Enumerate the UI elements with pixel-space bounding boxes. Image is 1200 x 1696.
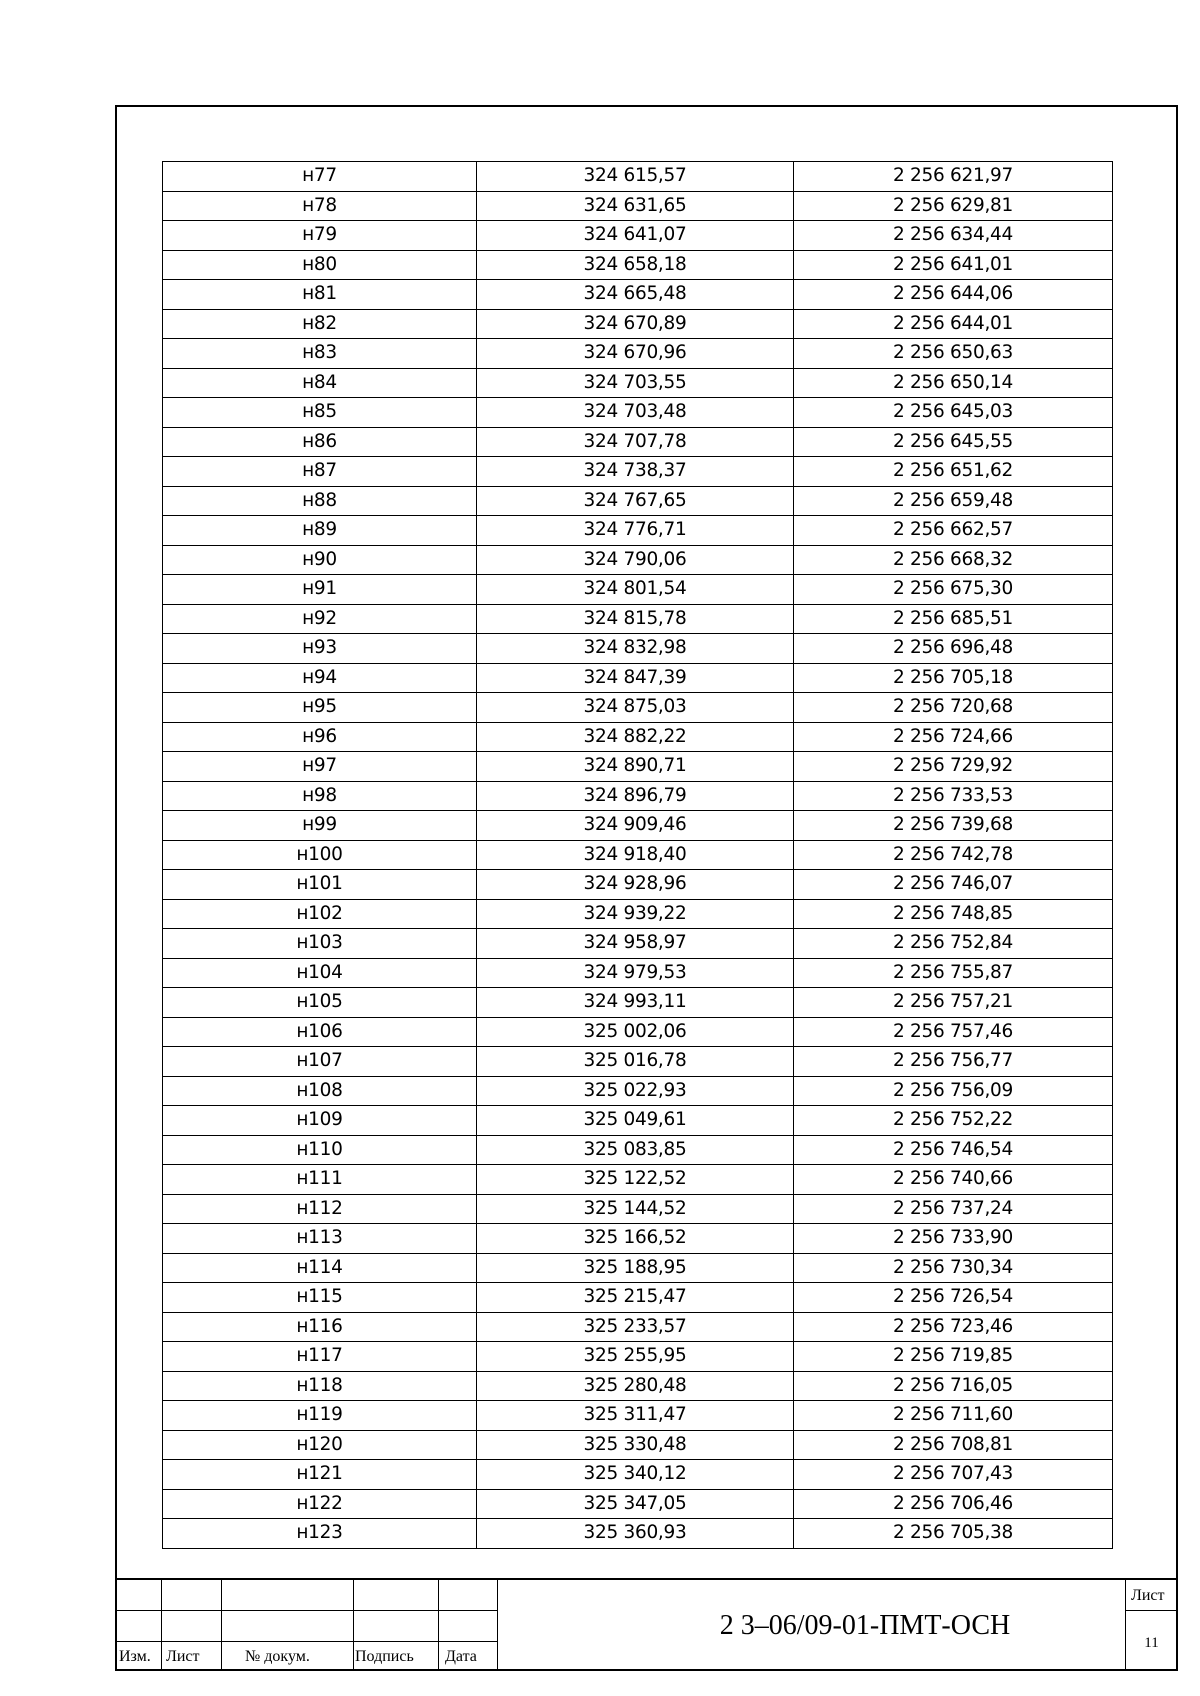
y-coordinate-cell: 2 256 752,22: [794, 1106, 1113, 1136]
point-name-cell: н87: [163, 457, 477, 487]
point-name-cell: н108: [163, 1076, 477, 1106]
title-block-rule: [115, 1641, 497, 1642]
x-coordinate-cell: 324 909,46: [477, 811, 794, 841]
point-name-cell: н93: [163, 634, 477, 664]
point-name-cell: н107: [163, 1047, 477, 1077]
title-block-divider: [1125, 1580, 1126, 1671]
point-name-cell: н95: [163, 693, 477, 723]
table-row: [163, 752, 1113, 782]
x-coordinate-cell: 325 166,52: [477, 1224, 794, 1254]
x-coordinate-cell: 324 875,03: [477, 693, 794, 723]
y-coordinate-cell: 2 256 675,30: [794, 575, 1113, 605]
point-name-cell: н78: [163, 191, 477, 221]
point-name-cell: н91: [163, 575, 477, 605]
document-designation: 2 3–06/09-01-ПМТ-ОСН: [719, 1610, 1011, 1641]
point-name-cell: н80: [163, 250, 477, 280]
x-coordinate-cell: 324 641,07: [477, 221, 794, 251]
y-coordinate-cell: 2 256 746,07: [794, 870, 1113, 900]
point-name-cell: н84: [163, 368, 477, 398]
x-coordinate-cell: 325 347,05: [477, 1489, 794, 1519]
point-name-cell: н81: [163, 280, 477, 310]
x-coordinate-cell: 324 707,78: [477, 427, 794, 457]
x-coordinate-cell: 324 928,96: [477, 870, 794, 900]
table-row: [163, 162, 1113, 192]
point-name-cell: н122: [163, 1489, 477, 1519]
x-coordinate-cell: 324 767,65: [477, 486, 794, 516]
point-name-cell: н83: [163, 339, 477, 369]
point-name-cell: н90: [163, 545, 477, 575]
table-row: [163, 1371, 1113, 1401]
point-name-cell: н115: [163, 1283, 477, 1313]
x-coordinate-cell: 324 615,57: [477, 162, 794, 192]
table-row: [163, 1401, 1113, 1431]
table-row: [163, 663, 1113, 693]
table-row: [163, 1135, 1113, 1165]
table-row: [163, 604, 1113, 634]
x-coordinate-cell: 325 330,48: [477, 1430, 794, 1460]
title-block-divider: [353, 1580, 354, 1671]
x-coordinate-cell: 324 896,79: [477, 781, 794, 811]
point-name-cell: н106: [163, 1017, 477, 1047]
title-block-divider: [221, 1580, 222, 1671]
point-name-cell: н123: [163, 1519, 477, 1549]
point-name-cell: н103: [163, 929, 477, 959]
x-coordinate-cell: 325 280,48: [477, 1371, 794, 1401]
x-coordinate-cell: 324 890,71: [477, 752, 794, 782]
table-row: [163, 221, 1113, 251]
point-name-cell: н120: [163, 1430, 477, 1460]
title-block-rule: [115, 1610, 497, 1611]
stamp-label-izm: Изм.: [119, 1648, 151, 1665]
x-coordinate-cell: 325 016,78: [477, 1047, 794, 1077]
table-row: [163, 1224, 1113, 1254]
y-coordinate-cell: 2 256 757,46: [794, 1017, 1113, 1047]
x-coordinate-cell: 325 144,52: [477, 1194, 794, 1224]
y-coordinate-cell: 2 256 659,48: [794, 486, 1113, 516]
point-name-cell: н121: [163, 1460, 477, 1490]
y-coordinate-cell: 2 256 662,57: [794, 516, 1113, 546]
y-coordinate-cell: 2 256 668,32: [794, 545, 1113, 575]
y-coordinate-cell: 2 256 685,51: [794, 604, 1113, 634]
title-block-rule: [1125, 1610, 1178, 1611]
y-coordinate-cell: 2 256 746,54: [794, 1135, 1113, 1165]
point-name-cell: н109: [163, 1106, 477, 1136]
x-coordinate-cell: 325 311,47: [477, 1401, 794, 1431]
stamp-label-doc-number: № докум.: [245, 1648, 310, 1665]
sheet-number: 11: [1144, 1635, 1159, 1651]
y-coordinate-cell: 2 256 634,44: [794, 221, 1113, 251]
y-coordinate-cell: 2 256 726,54: [794, 1283, 1113, 1313]
point-name-cell: н112: [163, 1194, 477, 1224]
table-row: [163, 811, 1113, 841]
x-coordinate-cell: 325 255,95: [477, 1342, 794, 1372]
point-name-cell: н94: [163, 663, 477, 693]
x-coordinate-cell: 324 703,55: [477, 368, 794, 398]
x-coordinate-cell: 324 790,06: [477, 545, 794, 575]
point-name-cell: н92: [163, 604, 477, 634]
table-row: [163, 1489, 1113, 1519]
y-coordinate-cell: 2 256 724,66: [794, 722, 1113, 752]
table-row: [163, 1194, 1113, 1224]
coordinates-table-body: [163, 162, 1113, 1549]
point-name-cell: н113: [163, 1224, 477, 1254]
point-name-cell: н104: [163, 958, 477, 988]
y-coordinate-cell: 2 256 737,24: [794, 1194, 1113, 1224]
point-name-cell: н101: [163, 870, 477, 900]
x-coordinate-cell: 325 340,12: [477, 1460, 794, 1490]
point-name-cell: н82: [163, 309, 477, 339]
stamp-label-signature: Подпись: [355, 1648, 414, 1665]
x-coordinate-cell: 324 670,96: [477, 339, 794, 369]
x-coordinate-cell: 324 670,89: [477, 309, 794, 339]
y-coordinate-cell: 2 256 756,09: [794, 1076, 1113, 1106]
x-coordinate-cell: 324 815,78: [477, 604, 794, 634]
title-block-divider: [161, 1580, 162, 1671]
y-coordinate-cell: 2 256 645,55: [794, 427, 1113, 457]
point-name-cell: н119: [163, 1401, 477, 1431]
point-name-cell: н99: [163, 811, 477, 841]
title-block-divider: [497, 1580, 498, 1671]
table-row: [163, 1017, 1113, 1047]
table-row: [163, 899, 1113, 929]
y-coordinate-cell: 2 256 742,78: [794, 840, 1113, 870]
table-row: [163, 339, 1113, 369]
y-coordinate-cell: 2 256 716,05: [794, 1371, 1113, 1401]
x-coordinate-cell: 324 882,22: [477, 722, 794, 752]
y-coordinate-cell: 2 256 723,46: [794, 1312, 1113, 1342]
point-name-cell: н118: [163, 1371, 477, 1401]
y-coordinate-cell: 2 256 720,68: [794, 693, 1113, 723]
table-row: [163, 1430, 1113, 1460]
table-row: [163, 1106, 1113, 1136]
table-row: [163, 781, 1113, 811]
x-coordinate-cell: 324 993,11: [477, 988, 794, 1018]
point-name-cell: н111: [163, 1165, 477, 1195]
table-row: [163, 1253, 1113, 1283]
stamp-label-sheet: Лист: [1131, 1587, 1165, 1604]
table-row: [163, 958, 1113, 988]
x-coordinate-cell: 325 083,85: [477, 1135, 794, 1165]
y-coordinate-cell: 2 256 650,14: [794, 368, 1113, 398]
table-row: [163, 457, 1113, 487]
x-coordinate-cell: 324 776,71: [477, 516, 794, 546]
y-coordinate-cell: 2 256 740,66: [794, 1165, 1113, 1195]
x-coordinate-cell: 324 979,53: [477, 958, 794, 988]
y-coordinate-cell: 2 256 755,87: [794, 958, 1113, 988]
table-row: [163, 722, 1113, 752]
x-coordinate-cell: 324 658,18: [477, 250, 794, 280]
point-name-cell: н96: [163, 722, 477, 752]
table-row: [163, 280, 1113, 310]
x-coordinate-cell: 324 958,97: [477, 929, 794, 959]
y-coordinate-cell: 2 256 733,53: [794, 781, 1113, 811]
x-coordinate-cell: 324 703,48: [477, 398, 794, 428]
y-coordinate-cell: 2 256 748,85: [794, 899, 1113, 929]
y-coordinate-cell: 2 256 650,63: [794, 339, 1113, 369]
table-row: [163, 1342, 1113, 1372]
y-coordinate-cell: 2 256 706,46: [794, 1489, 1113, 1519]
y-coordinate-cell: 2 256 644,01: [794, 309, 1113, 339]
y-coordinate-cell: 2 256 651,62: [794, 457, 1113, 487]
y-coordinate-cell: 2 256 629,81: [794, 191, 1113, 221]
y-coordinate-cell: 2 256 719,85: [794, 1342, 1113, 1372]
y-coordinate-cell: 2 256 707,43: [794, 1460, 1113, 1490]
table-row: [163, 427, 1113, 457]
table-row: [163, 840, 1113, 870]
point-name-cell: н100: [163, 840, 477, 870]
coordinates-table: [162, 161, 1113, 1549]
y-coordinate-cell: 2 256 729,92: [794, 752, 1113, 782]
table-row: [163, 368, 1113, 398]
point-name-cell: н98: [163, 781, 477, 811]
table-row: [163, 1519, 1113, 1549]
title-block-divider: [438, 1580, 439, 1671]
point-name-cell: н117: [163, 1342, 477, 1372]
x-coordinate-cell: 325 188,95: [477, 1253, 794, 1283]
y-coordinate-cell: 2 256 621,97: [794, 162, 1113, 192]
x-coordinate-cell: 325 122,52: [477, 1165, 794, 1195]
y-coordinate-cell: 2 256 641,01: [794, 250, 1113, 280]
table-row: [163, 575, 1113, 605]
x-coordinate-cell: 324 738,37: [477, 457, 794, 487]
y-coordinate-cell: 2 256 705,18: [794, 663, 1113, 693]
table-row: [163, 309, 1113, 339]
x-coordinate-cell: 325 233,57: [477, 1312, 794, 1342]
point-name-cell: н105: [163, 988, 477, 1018]
x-coordinate-cell: 324 847,39: [477, 663, 794, 693]
table-row: [163, 250, 1113, 280]
table-row: [163, 1312, 1113, 1342]
table-row: [163, 1047, 1113, 1077]
point-name-cell: н114: [163, 1253, 477, 1283]
y-coordinate-cell: 2 256 730,34: [794, 1253, 1113, 1283]
point-name-cell: н77: [163, 162, 477, 192]
y-coordinate-cell: 2 256 708,81: [794, 1430, 1113, 1460]
y-coordinate-cell: 2 256 644,06: [794, 280, 1113, 310]
y-coordinate-cell: 2 256 756,77: [794, 1047, 1113, 1077]
stamp-label-list: Лист: [166, 1648, 200, 1665]
table-row: [163, 1165, 1113, 1195]
point-name-cell: н79: [163, 221, 477, 251]
table-row: [163, 1283, 1113, 1313]
table-row: [163, 929, 1113, 959]
x-coordinate-cell: 325 215,47: [477, 1283, 794, 1313]
point-name-cell: н88: [163, 486, 477, 516]
y-coordinate-cell: 2 256 757,21: [794, 988, 1113, 1018]
table-row: [163, 870, 1113, 900]
y-coordinate-cell: 2 256 752,84: [794, 929, 1113, 959]
point-name-cell: н97: [163, 752, 477, 782]
table-row: [163, 516, 1113, 546]
table-row: [163, 398, 1113, 428]
table-row: [163, 634, 1113, 664]
table-row: [163, 486, 1113, 516]
point-name-cell: н116: [163, 1312, 477, 1342]
y-coordinate-cell: 2 256 733,90: [794, 1224, 1113, 1254]
x-coordinate-cell: 324 801,54: [477, 575, 794, 605]
x-coordinate-cell: 324 832,98: [477, 634, 794, 664]
x-coordinate-cell: 324 918,40: [477, 840, 794, 870]
table-row: [163, 1076, 1113, 1106]
x-coordinate-cell: 325 022,93: [477, 1076, 794, 1106]
point-name-cell: н110: [163, 1135, 477, 1165]
point-name-cell: н89: [163, 516, 477, 546]
x-coordinate-cell: 324 939,22: [477, 899, 794, 929]
point-name-cell: н102: [163, 899, 477, 929]
stamp-label-date: Дата: [445, 1648, 477, 1665]
y-coordinate-cell: 2 256 739,68: [794, 811, 1113, 841]
x-coordinate-cell: 325 360,93: [477, 1519, 794, 1549]
x-coordinate-cell: 325 049,61: [477, 1106, 794, 1136]
table-row: [163, 191, 1113, 221]
table-row: [163, 1460, 1113, 1490]
point-name-cell: н86: [163, 427, 477, 457]
y-coordinate-cell: 2 256 705,38: [794, 1519, 1113, 1549]
title-block: [115, 1578, 1178, 1671]
table-row: [163, 545, 1113, 575]
table-row: [163, 693, 1113, 723]
table-row: [163, 988, 1113, 1018]
y-coordinate-cell: 2 256 645,03: [794, 398, 1113, 428]
point-name-cell: н85: [163, 398, 477, 428]
y-coordinate-cell: 2 256 696,48: [794, 634, 1113, 664]
x-coordinate-cell: 325 002,06: [477, 1017, 794, 1047]
x-coordinate-cell: 324 665,48: [477, 280, 794, 310]
x-coordinate-cell: 324 631,65: [477, 191, 794, 221]
y-coordinate-cell: 2 256 711,60: [794, 1401, 1113, 1431]
